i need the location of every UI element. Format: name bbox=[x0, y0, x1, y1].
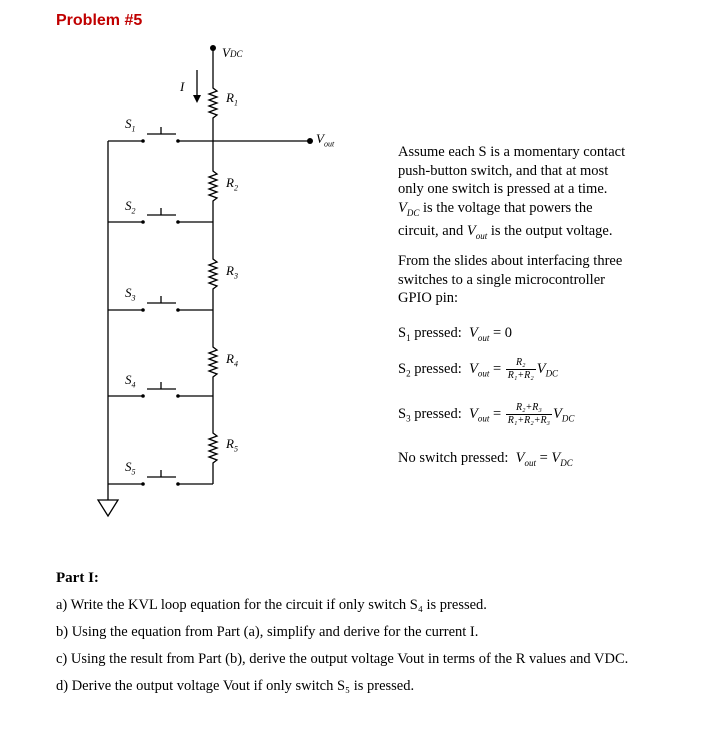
switch-s5 bbox=[108, 470, 213, 484]
s2-label: $S_2$ bbox=[125, 198, 136, 216]
resistor-r2 bbox=[209, 168, 217, 205]
description-para1: Assume each S is a momentary contact push-button switch, and that at most only one switch is pressed at a time. $V_{DC}$ is the voltage that powers the circuit, and $V_{out}$ is the output voltage. bbox=[398, 144, 626, 241]
vdc-label: VDC bbox=[222, 45, 243, 60]
question-a: a) Write the KVL loop equation for the circuit if only switch S₄ is pressed. bbox=[56, 597, 487, 613]
s3-label: $S_3$ bbox=[125, 285, 136, 303]
switch-s2 bbox=[108, 208, 213, 222]
question-c: c) Using the result from Part (b), derive the output voltage Vout in terms of the R values and VDC. bbox=[56, 651, 629, 667]
resistor-r1 bbox=[209, 84, 217, 122]
r3-label: $R_3$ bbox=[226, 263, 238, 281]
question-b: b) Using the equation from Part (a), simplify and derive for the current I. bbox=[56, 624, 479, 640]
s4-label: $S_4$ bbox=[125, 372, 136, 390]
s5-label: $S_5$ bbox=[125, 459, 136, 477]
part-title: Part I: bbox=[56, 570, 99, 586]
vout-node bbox=[307, 138, 313, 144]
r5-label: $R_5$ bbox=[226, 436, 238, 454]
circuit-diagram bbox=[0, 0, 400, 540]
ground-icon bbox=[98, 500, 118, 516]
switch-s1 bbox=[108, 127, 213, 141]
switch-s4 bbox=[108, 382, 213, 396]
vout-label: $V_{out}$ bbox=[316, 131, 335, 149]
s1-label: $S_1$ bbox=[125, 116, 136, 134]
r2-label: $R_2$ bbox=[226, 175, 238, 193]
r1-label: $R_1$ bbox=[226, 90, 238, 108]
equation-s3: $S_3$ pressed: $V_{out}$ = $\frac{\text{R₂+R₃}}{\text{R₁+R₂+R₃}}$ $V_{DC}$ bbox=[398, 402, 575, 426]
r4-label: $R_4$ bbox=[226, 351, 238, 369]
equation-none: No switch pressed: $V_{out} = V_{DC}$ bbox=[398, 450, 573, 468]
problem-title: Problem #5 bbox=[56, 12, 143, 29]
equation-s2: $S_2$ pressed: $V_{out}$ = $\frac{\text{R₂}}{\text{R₁+R₂}}$ $V_{DC}$ bbox=[398, 357, 559, 381]
resistor-r5 bbox=[209, 430, 217, 467]
equation-s1: $S_1$ pressed: $V_{out} = 0$ bbox=[398, 325, 513, 343]
vdc-node bbox=[210, 45, 216, 51]
switch-s3 bbox=[108, 296, 213, 310]
resistor-r3 bbox=[209, 256, 217, 293]
question-d: d) Derive the output voltage Vout if only switch S₅ is pressed. bbox=[56, 678, 415, 694]
current-arrow-icon bbox=[193, 95, 201, 103]
current-label: I bbox=[180, 79, 185, 94]
resistor-r4 bbox=[209, 344, 217, 381]
description-para2: From the slides about interfacing three switches to a single microcontroller GPIO pin: bbox=[398, 253, 623, 306]
